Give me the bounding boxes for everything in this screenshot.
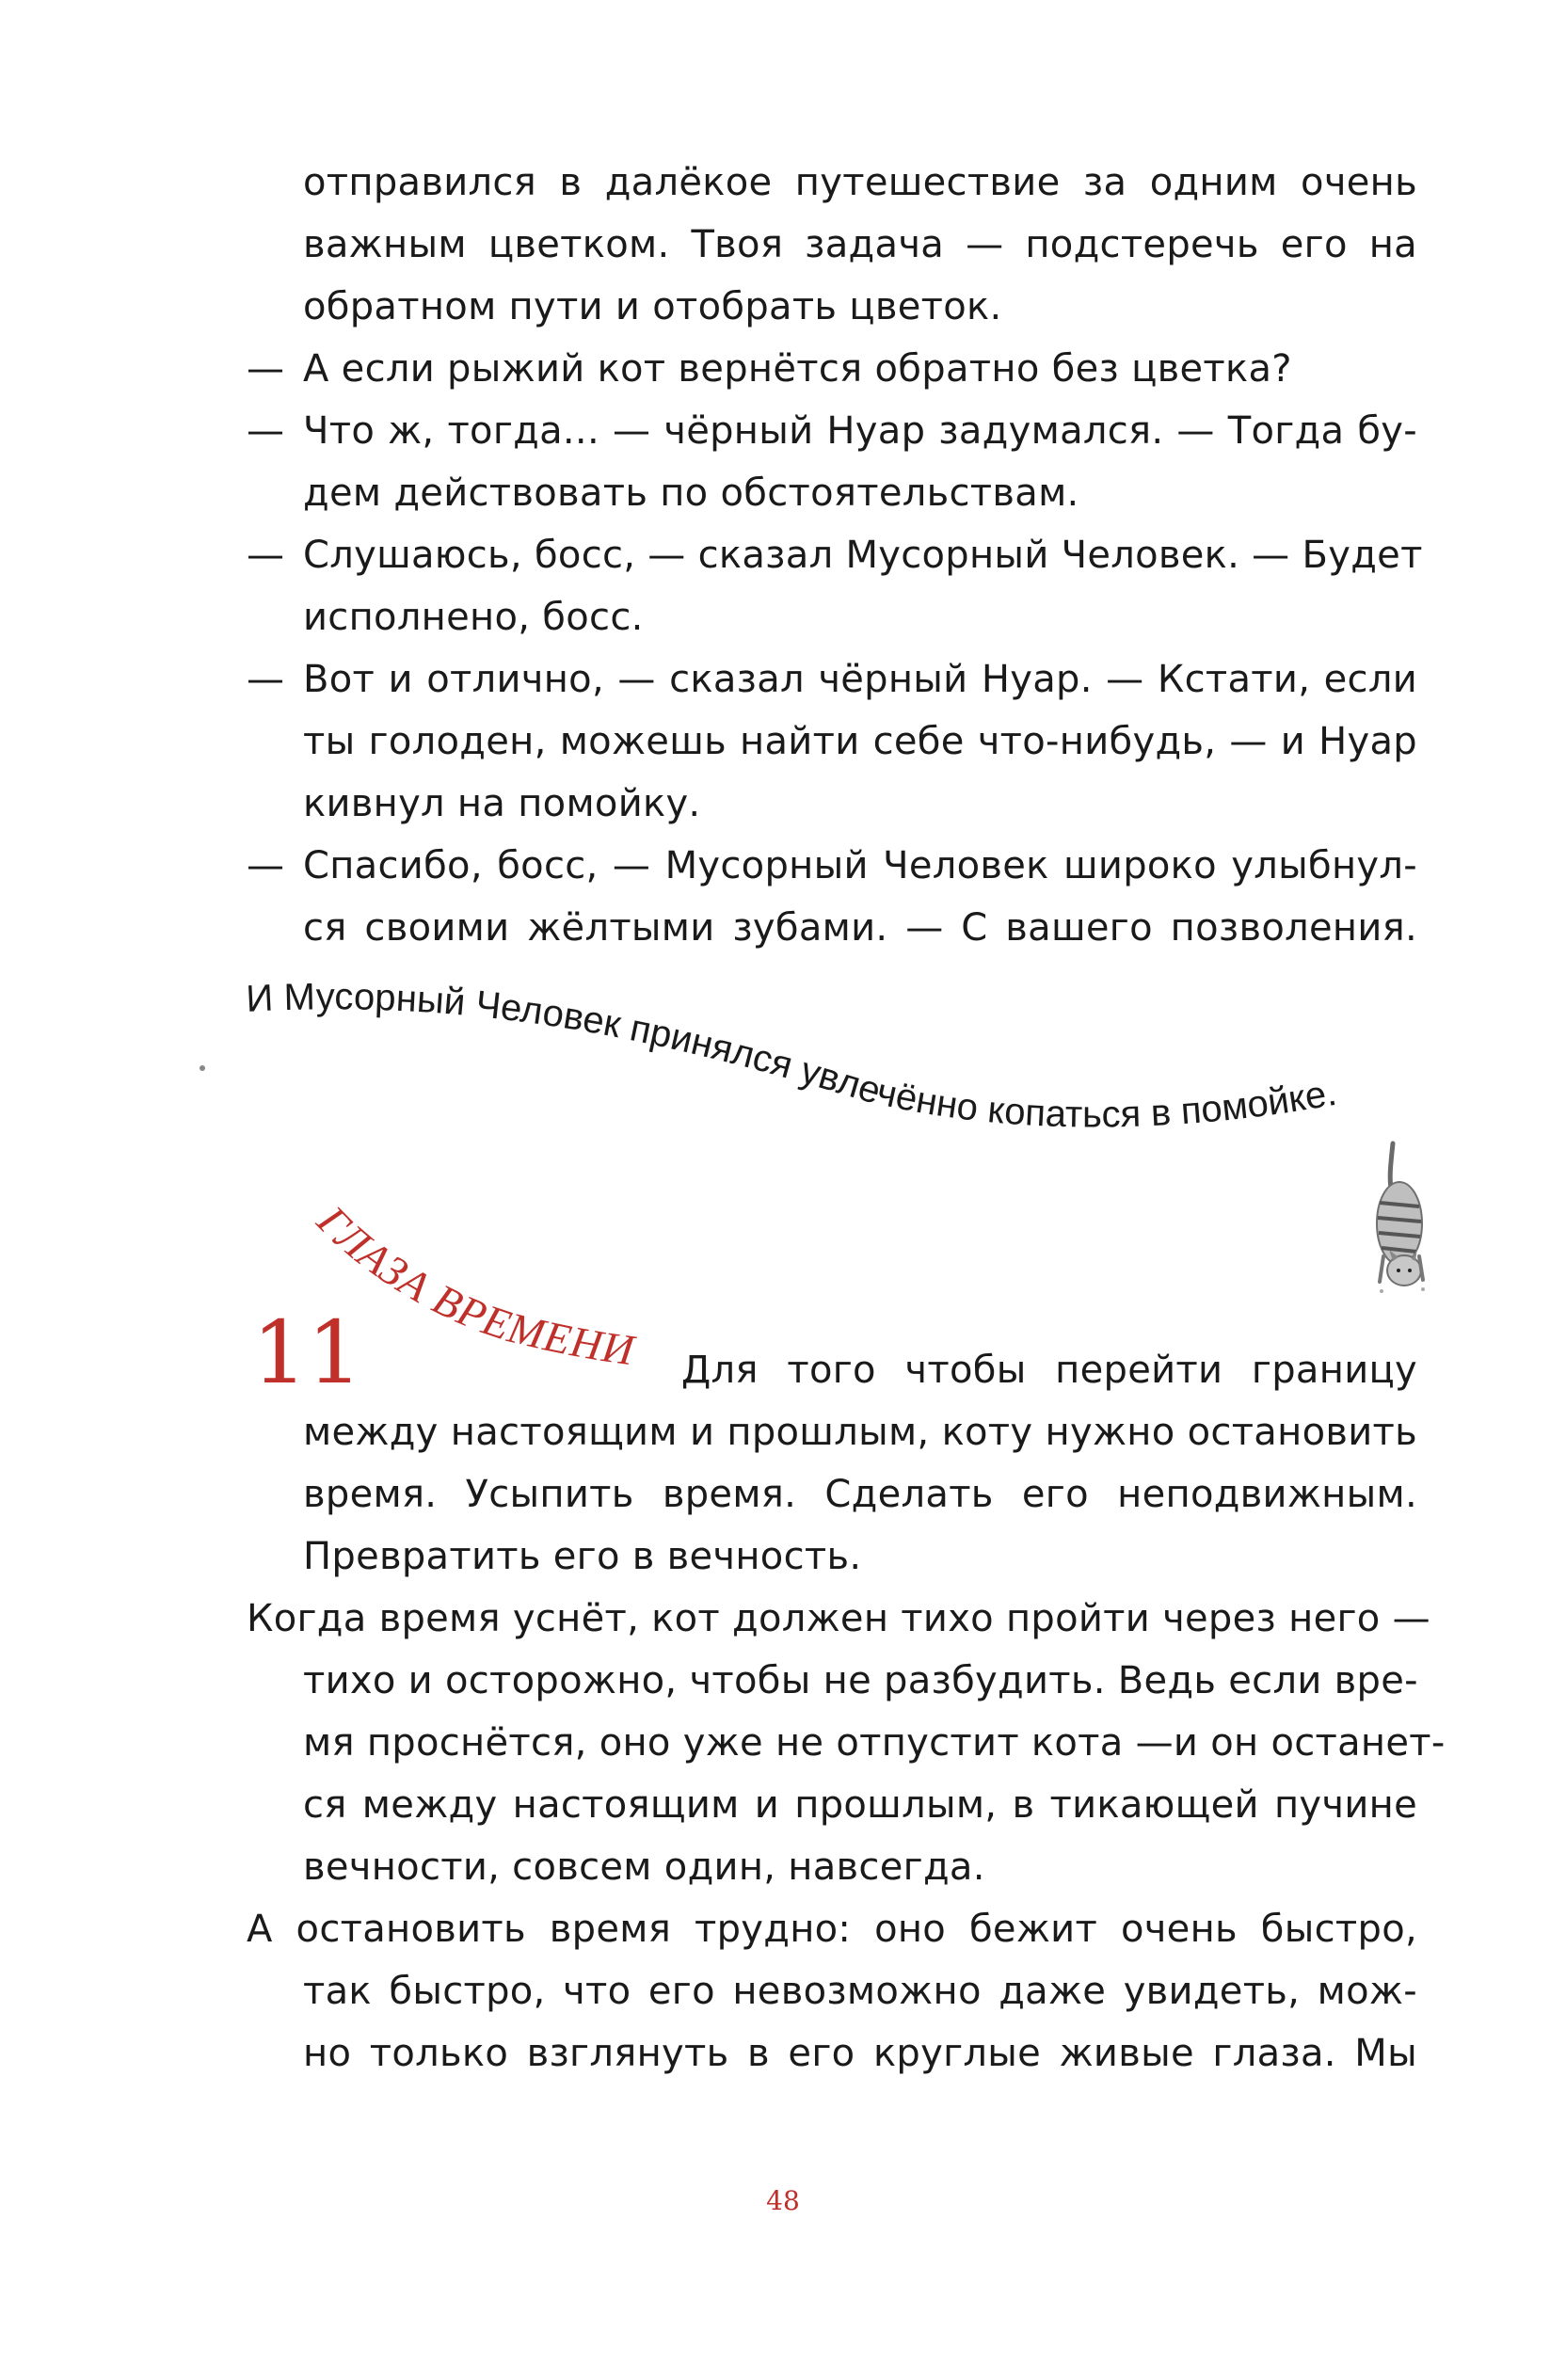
text-line: Когда время уснёт, кот должен тихо пройти через него — — [247, 1597, 1430, 1640]
page-number: 48 — [766, 2185, 800, 2216]
text-line: так быстро, что его невозможно даже увидеть, мож- — [303, 1970, 1417, 2013]
ink-speck — [200, 1065, 205, 1071]
text-line: дем действовать по обстоятельствам. — [303, 471, 1079, 515]
text-line: вечности, совсем один, навсегда. — [303, 1845, 985, 1889]
text-line: важным цветком. Твоя задача — подстеречь его на — [303, 223, 1417, 266]
chapter-title: ГЛАЗА ВРЕМЕНИ — [308, 1196, 638, 1375]
text-line: А если рыжий кот вернётся обратно без цветка? — [303, 347, 1292, 391]
text-line: тихо и осторожно, чтобы не разбудить. Ведь если вре- — [303, 1659, 1418, 1702]
text-line: Вот и отлично, — сказал чёрный Нуар. — Кстати, если — [303, 658, 1417, 701]
text-line: Слушаюсь, босс, — сказал Мусорный Человек. — Будет — [303, 534, 1423, 577]
dialogue-dash: — — [247, 409, 284, 453]
text-line: А остановить время трудно: оно бежит очень быстро, — [247, 1908, 1417, 1951]
dialogue-dash: — — [247, 347, 284, 391]
text-line: Для того чтобы перейти границу — [681, 1349, 1417, 1392]
dialogue-dash: — — [247, 844, 284, 887]
text-line: ты голоден, можешь найти себе что-нибудь, — и Нуар — [303, 720, 1417, 763]
text-line: ся своими жёлтыми зубами. — С вашего позволения. — [303, 906, 1417, 950]
text-line: время. Усыпить время. Сделать его неподвижным. — [303, 1473, 1417, 1516]
text-line: отправился в далёкое путешествие за одним очень — [303, 161, 1417, 204]
text-line: Что ж, тогда... — чёрный Нуар задумался. — Тогда бу- — [303, 409, 1417, 453]
text-line: мя проснётся, оно уже не отпустит кота —и он останет- — [303, 1721, 1446, 1765]
text-line: исполнено, босс. — [303, 596, 644, 639]
dialogue-dash: — — [247, 658, 284, 701]
cat-illustration — [1377, 1143, 1425, 1293]
text-line: но только взглянуть в его круглые живые глаза. Мы — [303, 2032, 1417, 2075]
text-line: между настоящим и прошлым, коту нужно остановить — [303, 1411, 1417, 1454]
text-line: Превратить его в вечность. — [303, 1535, 862, 1578]
text-line: Спасибо, босс, — Мусорный Человек широко улыбнул- — [303, 844, 1417, 887]
text-line: ся между настоящим и прошлым, в тикающей пучине — [303, 1783, 1417, 1827]
dialogue-dash: — — [247, 534, 284, 577]
text-line: обратном пути и отобрать цветок. — [303, 285, 1002, 328]
chapter-number: 11 — [252, 1302, 363, 1403]
curved-text-line: И Мусорный Человек принялся увлечённо копаться в помойке. — [245, 976, 1340, 1136]
text-line: кивнул на помойку. — [303, 782, 701, 825]
